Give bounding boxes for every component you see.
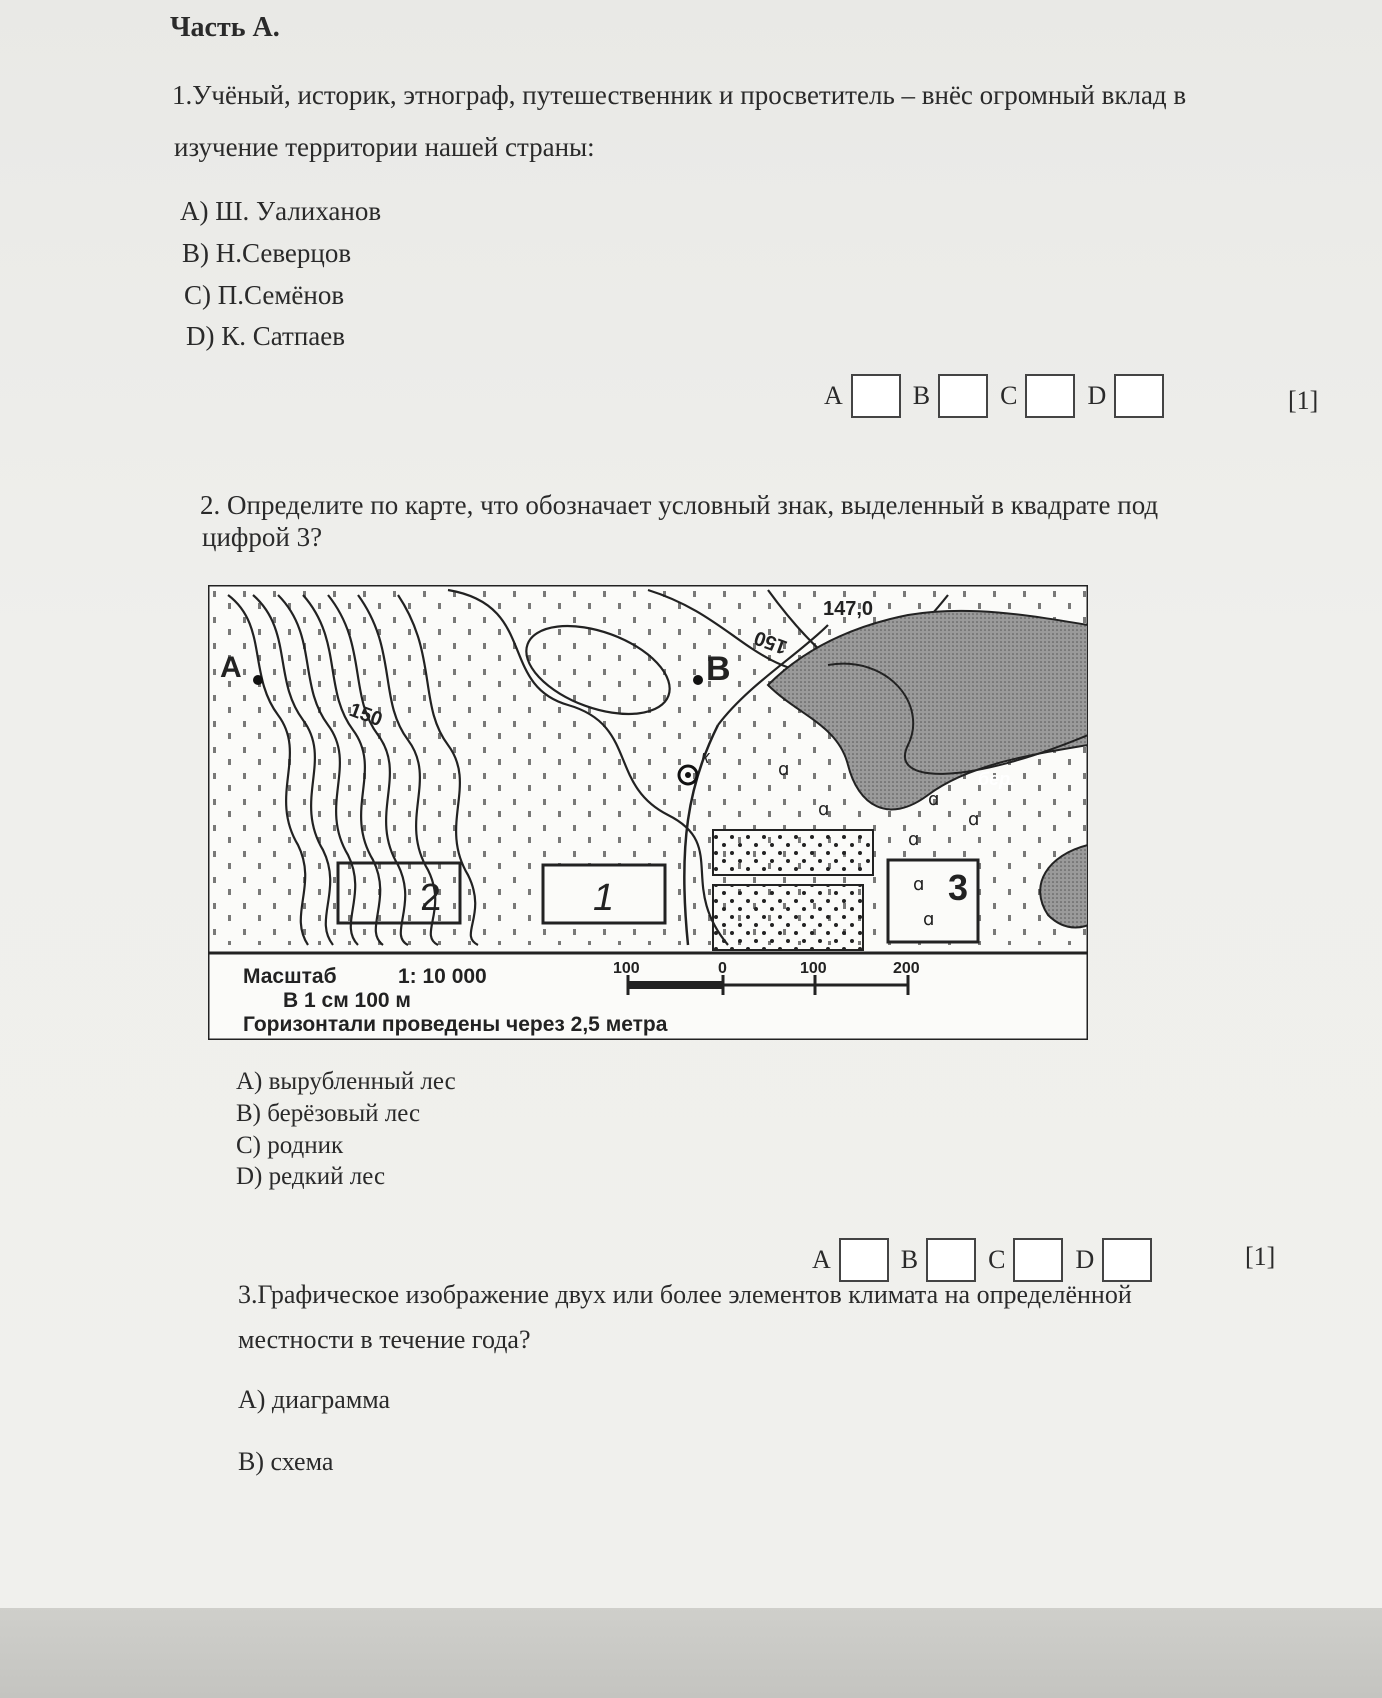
q1-option-d: D) К. Сатпаев bbox=[186, 321, 346, 351]
q2-answer-row bbox=[800, 1238, 1152, 1282]
q1-text-line1: 1.Учёный, историк, этнограф, путешественник и просветитель – внёс огромный вклад в bbox=[172, 80, 1187, 110]
q2-answer-label-a: A bbox=[812, 1245, 831, 1274]
q2-option-b: B) берёзовый лес bbox=[236, 1100, 421, 1127]
q2-answer-box-b[interactable] bbox=[926, 1238, 976, 1282]
q2-answer-box-c[interactable] bbox=[1013, 1238, 1063, 1282]
field-dotted-2 bbox=[713, 885, 863, 950]
q1-answer-box-a[interactable] bbox=[851, 374, 901, 418]
topographic-map bbox=[208, 585, 1088, 1040]
map-scale-title: Масштаб bbox=[243, 965, 337, 988]
q1-answer-row bbox=[812, 374, 1164, 418]
q1-option-a: A) Ш. Уалиханов bbox=[180, 196, 382, 226]
svg-text:ɑ: ɑ bbox=[968, 809, 980, 830]
q1-answer-label-a: A bbox=[824, 381, 843, 410]
svg-text:ɑ: ɑ bbox=[913, 874, 925, 895]
q1-answer-box-c[interactable] bbox=[1025, 374, 1075, 418]
q1-option-b: B) Н.Северцов bbox=[182, 238, 352, 268]
q2-option-a: A) вырубленный лес bbox=[236, 1068, 456, 1095]
svg-text:ɑ: ɑ bbox=[818, 799, 830, 820]
svg-text:100: 100 bbox=[613, 960, 640, 977]
q1-option-c: C) П.Семёнов bbox=[184, 280, 345, 310]
map-point-b: B bbox=[706, 650, 731, 688]
field-dotted-1 bbox=[713, 830, 873, 875]
q2-text-line2: цифрой 3? bbox=[202, 522, 323, 552]
q2-text-line1: 2. Определите по карте, что обозначает условный знак, выделенный в квадрате под bbox=[200, 490, 1159, 520]
map-elevation: 147,0 bbox=[823, 598, 874, 620]
map-contour-label-1: 150 bbox=[346, 699, 386, 732]
svg-text:200: 200 bbox=[893, 960, 920, 977]
svg-text:ɑ: ɑ bbox=[928, 789, 940, 810]
q2-option-d: D) редкий лес bbox=[236, 1163, 386, 1190]
map-square-2-label: 2 bbox=[420, 877, 442, 919]
q3-text-line2: местности в течение года? bbox=[238, 1325, 531, 1354]
q1-text-line2: изучение территории нашей страны: bbox=[174, 132, 595, 162]
q2-option-c: C) родник bbox=[236, 1132, 344, 1159]
svg-text:100: 100 bbox=[800, 960, 827, 977]
q1-points: [1] bbox=[1288, 386, 1319, 415]
map-point-a: A bbox=[220, 651, 242, 684]
map-contour-label-2: 150 bbox=[751, 626, 791, 659]
q3-text-line1: 3.Графическое изображение двух или более элементов климата на определённой bbox=[238, 1280, 1132, 1309]
map-forest-label: бер. bbox=[978, 769, 1016, 789]
map-scale-cm: В 1 см 100 м bbox=[283, 989, 411, 1012]
q2-answer-box-d[interactable] bbox=[1102, 1238, 1152, 1282]
q3-option-b: B) схема bbox=[238, 1447, 334, 1476]
q2-answer-label-c: C bbox=[988, 1245, 1006, 1274]
q2-points: [1] bbox=[1245, 1242, 1276, 1271]
q1-answer-box-d[interactable] bbox=[1114, 374, 1164, 418]
desk-background bbox=[0, 1608, 1382, 1698]
q3-option-a: A) диаграмма bbox=[238, 1385, 391, 1414]
q2-answer-label-b: B bbox=[900, 1245, 919, 1274]
map-square-1-label: 1 bbox=[593, 877, 615, 919]
q1-answer-label-b: B bbox=[912, 381, 931, 410]
map-square-3-label: 3 bbox=[948, 867, 969, 908]
part-title: Часть А. bbox=[170, 12, 280, 43]
q1-answer-label-d: D bbox=[1087, 381, 1107, 410]
q1-answer-label-c: C bbox=[1000, 381, 1018, 410]
q2-answer-box-a[interactable] bbox=[839, 1238, 889, 1282]
q2-answer-label-d: D bbox=[1075, 1245, 1095, 1274]
svg-text:ɑ: ɑ bbox=[778, 759, 790, 780]
svg-text:0: 0 bbox=[718, 960, 727, 977]
map-spring-label: к bbox=[701, 747, 710, 767]
map-contour-interval: Горизонтали проведены через 2,5 метра bbox=[243, 1013, 668, 1036]
svg-text:ɑ: ɑ bbox=[908, 829, 920, 850]
q1-answer-box-b[interactable] bbox=[938, 374, 988, 418]
svg-text:ɑ: ɑ bbox=[923, 909, 935, 930]
map-scale-value: 1: 10 000 bbox=[398, 965, 487, 988]
